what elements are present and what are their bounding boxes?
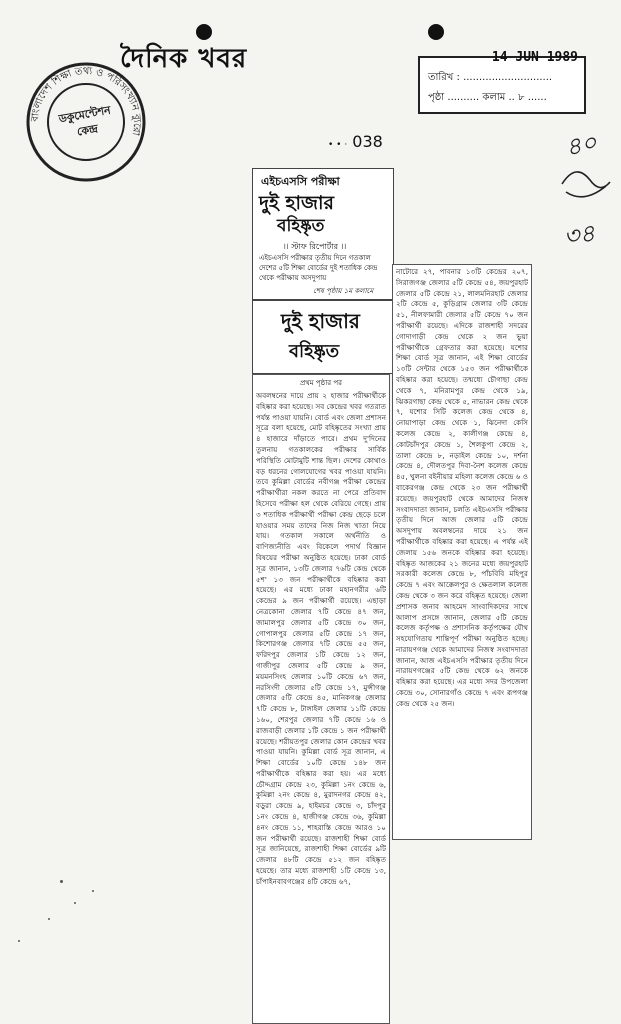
article-column-left-text: অবলম্বনের দায়ে প্রায় ২ হাজার পরীক্ষার্থীকে বহিষ্কার করা হয়েছে। সব কেন্দ্রের খবর গতরাত পর্যন্ত পাওয়া যায়নি। বোর্ড এবং জেলা প্রশাসন সূত্রে বলা হয়েছে, মোট বহিষ্কৃতের সংখ্যা প্রায় ৪ হাজারে দাঁড়াতে পারে। প্রথম দু'দিনের তুলনায় গতকালকের পরীক্ষার সার্বিক পরিস্থিতি মোটামুটি শান্ত ছিল। দেশের কোথাও বড় ধরনের গোলযোগের খবর পাওয়া যায়নি। তবে কুমিল্লা বোর্ডের নবীগঞ্জ পরীক্ষা কেন্দ্রের পরীক্ষার্থীরা নকল করতে না পেরে প্রতিবাদ হিসেবে পরীক্ষা হল থেকে বেরিয়ে গেছে। প্রায় ৩ শতাধিক পরীক্ষার্থী পরীক্ষা কেন্দ্র ছেড়ে চলে যাওয়ার সময় তাদের নিজ নিজ খাতা নিয়ে যায়। গতকাল সকালে অর্থনীতি ও বাণিজ্যনীতি এবং বিকেলে পদার্থ বিজ্ঞান বিষয়ের পরীক্ষা অনুষ্ঠিত হয়েছে। ঢাকা বোর্ড সূত্র জানান, ১৩টি জেলার ৭৬টি কেন্দ্র থেকে ৫শ' ১৩ জন পরীক্ষার্থীকে বহিষ্কার করা হয়েছে। এর মধ্যে ঢাকা মহানগরীর ৬টি কেন্দ্রের ৯ জন পরীক্ষার্থী রয়েছে। এছাড়া নেত্রকোনা জেলার ৭টি কেন্দ্রে ৪৭ জন, জামালপুর জেলার ৫টি কেন্দ্রে ৩০ জন, গোপালপুর জেলার ৫টি কেন্দ্রে ১৭ জন, কিশোরগঞ্জ জেলার ৭টি কেন্দ্রে ৫৫ জন, ফরিদপুর জেলার ১টি কেন্দ্রে ১২ জন, গাজীপুর জেলার ৫টি কেন্দ্রে ৯ জন, ময়মনসিংহ জেলার ১০টি কেন্দ্রে ৬৭ জন, নরসিংদী জেলার ৫টি কেন্দ্রে ১৭, মুন্সীগঞ্জ জেলার ৫টি কেন্দ্রে ৪৫, মানিকগঞ্জ জেলার ৭টি কেন্দ্রে ৮, টাঙ্গাইল জেলার ১১টি কেন্দ্রে ১৬০, শেরপুর জেলার ৭টি কেন্দ্রে ১৬ ও রাজবাড়ী জেলার ১টি কেন্দ্রে ১ জন পরীক্ষার্থী রয়েছে। শরীয়তপুর জেলার কোন কেন্দ্রের খবর পাওয়া যায়নি। কুমিল্লা বোর্ড সূত্র জানান, এ শিক্ষা বোর্ডের ১০টি কেন্দ্রে ১৪৮ জন পরীক্ষার্থীকে বহিষ্কার করা হয়। এর মধ্যে চৌদ্দগ্রাম কেন্দ্রে ২৩, কুমিল্লা ১নং কেন্দ্রে ৬, কুমিল্লা ২নং কেন্দ্রে ৪, মুরাদনগর কেন্দ্রে ৪২, বড়ুরা কেন্দ্রে ৯, হাইমচর কেন্দ্রে ৩, চাঁদপুর ১নং কেন্দ্রে ৪, হাজীগঞ্জ কেন্দ্রে ৩৬, কুমিল্লা ৪নং কেন্দ্রে ১১, শাহরাস্তি কেন্দ্রে আরও ১০ জন পরীক্ষার্থী রয়েছে। রাজশাহী শিক্ষা বোর্ড সূত্র জানিয়েছে, রাজশাহী শিক্ষা বোর্ডের ৯টি জেলার ৪৮টি কেন্দ্রে ৫১২ জন বহিষ্কৃত হয়েছে। তার মধ্যে রাজশাহী ১টি কেন্দ্রে ১৩, চাঁপাইনবাবগঞ্জের ৪টি কেন্দ্রে ৬৭, (256, 391, 387, 886)
date-row: তারিখ : ............................ (428, 72, 553, 83)
clipping-lead: এইচএসসি পরীক্ষার তৃতীয় দিনে গতকাল দেশের ৫টি শিক্ষা বোর্ডের দুই শতাধিক কেন্দ্র থেকে পরীক্ষায় অসদুপায় (259, 254, 378, 282)
clipping-headline-line1: দুই হাজার (259, 192, 334, 214)
scan-speck (74, 902, 76, 904)
reference-number: • • · 038 (328, 132, 383, 151)
punch-hole-right (428, 24, 444, 40)
documentation-stamp (24, 60, 148, 184)
stamp-outer-text: বাংলাদেশ শিক্ষা তথ্য ও পরিসংখ্যান ব্যুরো (29, 65, 143, 137)
handwritten-annotations (556, 126, 616, 252)
clipping-reporter: ।। স্টাফ রিপোর্টার ।। (283, 242, 347, 251)
article-column-right-text: নাটোরে ২৭, পাবনার ১৩টি কেন্দ্রের ২০৭, সিরাজগঞ্জ জেলার ৫টি কেন্দ্রে ৫৪, জয়পুরহাট জেলার ৫টি কেন্দ্রে ২১, লালমনিরহাট জেলার ২টি কেন্দ্রে ৫, কুড়িগ্রাম জেলার ৩টি কেন্দ্রে ৫১, নীলফামারী জেলার ৫টি কেন্দ্রে ৭০ জন পরীক্ষার্থী রয়েছে। এদিকে রাজশাহী সদরের গোদাগাড়ী কেন্দ্র থেকে ২ জন ভুয়া পরীক্ষার্থীকে গ্রেফতার করা হয়েছে। যশোর শিক্ষা বোর্ড সূত্র জানান, এই শিক্ষা বোর্ডের ১৩টি সেন্টার থেকে ১৫৩ জন পরীক্ষার্থীকে বহিষ্কার করা হয়েছে। তন্মধ্যে চৌগাছা কেন্দ্র থেকে ৭, মনিরামপুর কেন্দ্র থেকে ১৯, ঝিকরগাছা কেন্দ্র থেকে ৫, নাভারন কেন্দ্র থেকে ৭, যশোর সিটি কলেজ কেন্দ্র থেকে ৪, নোয়াপাড়া কেন্দ্র থেকে ১, ঝিনেদা কেসি কলেজ কেন্দ্রে ২, কালীগঞ্জ কেন্দ্রে ৪, কোটচাঁদপুর কেন্দ্রে ১, শৈলকুপা কেন্দ্রে ২, তালা কেন্দ্রে ৮, নড়াইল কেন্দ্রে ১০, দর্শনা কেন্দ্রে ৪, দৌলতপুর দিবা-নৈশ কলেজ কেন্দ্রে ৪৫, খুলনা বইনীয়ার মহিলা কলেজ কেন্দ্রে ৬ ও বাকেরগঞ্জ কেন্দ্র থেকে ২৩ জন পরীক্ষার্থী রয়েছে। জয়পুরহাট থেকে আমাদের নিজস্ব সংবাদদাতা জানান, চলতি এইচএসসি পরীক্ষার তৃতীয় দিনে আজ জেলার ৫টি কেন্দ্রে অসদুপায় অবলম্বনের দায়ে ২১ জন পরীক্ষার্থীকে বহিষ্কার করা হয়েছে। এ পর্যন্ত এই জেলায় ১৫৬ জনকে বহিষ্কার করা হয়েছে। বহিষ্কৃত আজকের ২১ জনের মধ্যে জয়পুরহাট সরকারী কলেজ কেন্দ্রে ৮, পাঁচবিবি মহিপুর কেন্দ্রে ৭ এবং আক্কেলপুর ও ক্ষেতলাল কলেজ কেন্দ্র থেকে ৩ জন করে বহিষ্কৃত হয়েছে। জেলা প্রশাসক জনাব আহমেদ সাংবাদিকদের সাথে আলাপ প্রসঙ্গে জানান, জেলার ৫টি কেন্দ্রে কলেজ কর্তৃপক্ষ ও প্রশাসনিক কর্তৃপক্ষের যৌথ সহযোগিতায় শান্তিপূর্ণ পরীক্ষা অনুষ্ঠিত হচ্ছে। নারায়ণগঞ্জ থেকে আমাদের নিজস্ব সংবাদদাতা জানান, আজ এইচএসসি পরীক্ষার তৃতীয় দিনে নারায়ণগঞ্জের ৫টি কেন্দ্র থেকে ৬২ জনকে বহিষ্কার করা হয়েছে। এর মধ্যে সদর উপজেলা কেন্দ্রে ৩০, সোনারগাঁও কেন্দ্রে ৭ এবং রূপগঞ্জ কেন্দ্র থেকে ২৫ জন। (396, 267, 528, 708)
stamp-center-line2: কেন্দ্র (75, 122, 99, 139)
continuation-headline-line2: বহিষ্কৃত (289, 341, 340, 362)
continuation-note: প্রথম পৃষ্ঠার পর (300, 379, 342, 387)
stamp-center-line1: ডকুমেন্টেশন (57, 103, 112, 126)
continuation-headline-line1: দুই হাজার (281, 309, 360, 333)
reference-number-value: 038 (352, 132, 383, 151)
scan-speck (18, 940, 20, 942)
handwritten-number-top: ৪০ (563, 128, 600, 162)
article-column-left (252, 374, 390, 1024)
scan-speck (48, 918, 50, 920)
scan-speck (60, 880, 63, 883)
column-value: ৮ (518, 92, 525, 103)
handwritten-number-bottom: ৩৪ (561, 218, 597, 251)
scan-speck (92, 890, 94, 892)
clipping-front (252, 168, 394, 300)
newspaper-masthead: দৈনিক খবর (120, 44, 248, 74)
column-label: কলাম (482, 92, 506, 103)
date-page-box (418, 50, 586, 114)
clipping-headline-line2: বহিষ্কৃত (277, 216, 325, 236)
article-column-right (392, 264, 532, 840)
date-stamp-value: 14 JUN 1989 (491, 50, 578, 65)
clipping-overline: এইচএসসি পরীক্ষা (261, 175, 340, 188)
page-label: পৃষ্ঠা (428, 92, 445, 103)
clipping-continued-note: শেষ পৃষ্ঠায় ১ম কলামে (313, 287, 374, 295)
date-label: তারিখ (428, 72, 454, 83)
page-row: পৃষ্ঠা .......... কলাম .. ৮ ...... (428, 92, 547, 103)
clipping-continuation-header (252, 300, 394, 374)
